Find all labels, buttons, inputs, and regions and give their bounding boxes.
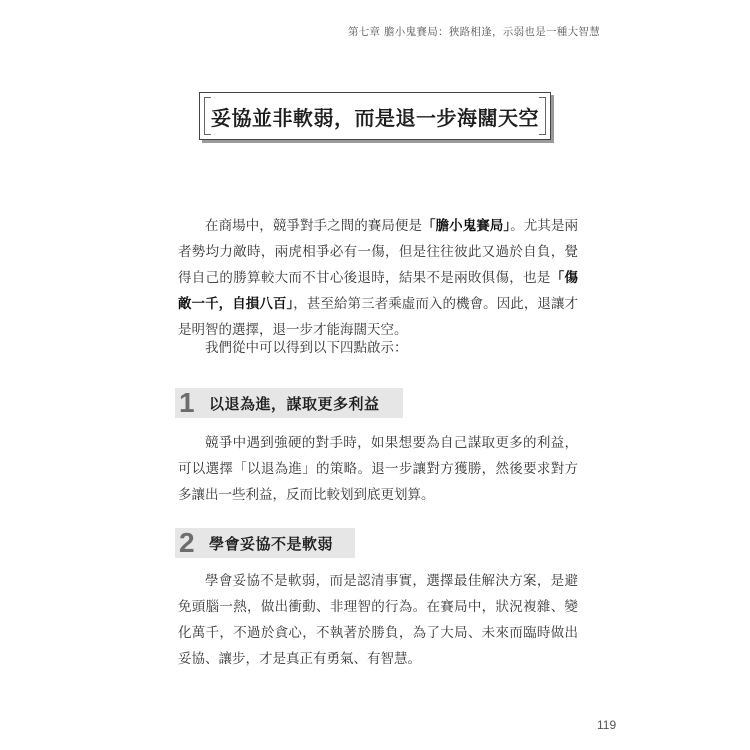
section-heading-1	[175, 388, 403, 418]
intro-text-2: 。尤其是兩者勢均力敵時，兩虎相爭必有一傷，但是往往彼此又過於自負，覺得自己的勝算較大而不甘心後退時，結果不是兩敗俱傷，也是	[178, 218, 579, 286]
section-number-2: 2	[179, 527, 195, 558]
section-body-1: 競爭中遇到強硬的對手時，如果想要為自己謀取更多的利益，可以選擇「以退為進」的策略。退一步讓對方獲勝，然後要求對方多讓出一些利益，反而比較划到底更划算。	[178, 435, 578, 503]
section-body-2: 學會妥協不是軟弱，而是認清事實，選擇最佳解決方案，是避免頭腦一熱，做出衝動、非理智的行為。在賽局中，狀況複雜、變化萬千，不過於貪心，不執著於勝負，為了大局、未來而臨時做出妥協、讓步，才是真正有勇氣、有智慧。	[178, 573, 578, 667]
section-heading-label-1: 以退為進，謀取更多利益	[209, 394, 380, 413]
intro-paragraph	[178, 213, 578, 343]
intro-lead-paragraph: 我們從中可以得到以下四點啟示：	[205, 340, 408, 356]
intro-emphasis-1: 「膽小鬼賽局」	[422, 218, 511, 234]
section-heading-2	[175, 528, 355, 558]
intro-emphasis-2: 「傷敵一千，自損八百」	[178, 270, 579, 312]
section-title: 妥協並非軟弱，而是退一步海闊天空	[211, 105, 539, 130]
running-head: 第七章 膽小鬼賽局：狹路相逢，示弱也是一種大智慧	[347, 26, 600, 38]
section-title-box	[199, 92, 551, 140]
section-heading-label-2: 學會妥協不是軟弱	[209, 534, 334, 553]
section-number-1: 1	[179, 387, 195, 418]
intro-text-1: 在商場中，競爭對手之間的賽局便是	[205, 218, 423, 234]
page-number: 119	[597, 718, 617, 732]
intro-text-3: ，甚至給第三者乘虛而入的機會。因此，退讓才是明智的選擇，退一步才能海闊天空。	[178, 296, 579, 338]
